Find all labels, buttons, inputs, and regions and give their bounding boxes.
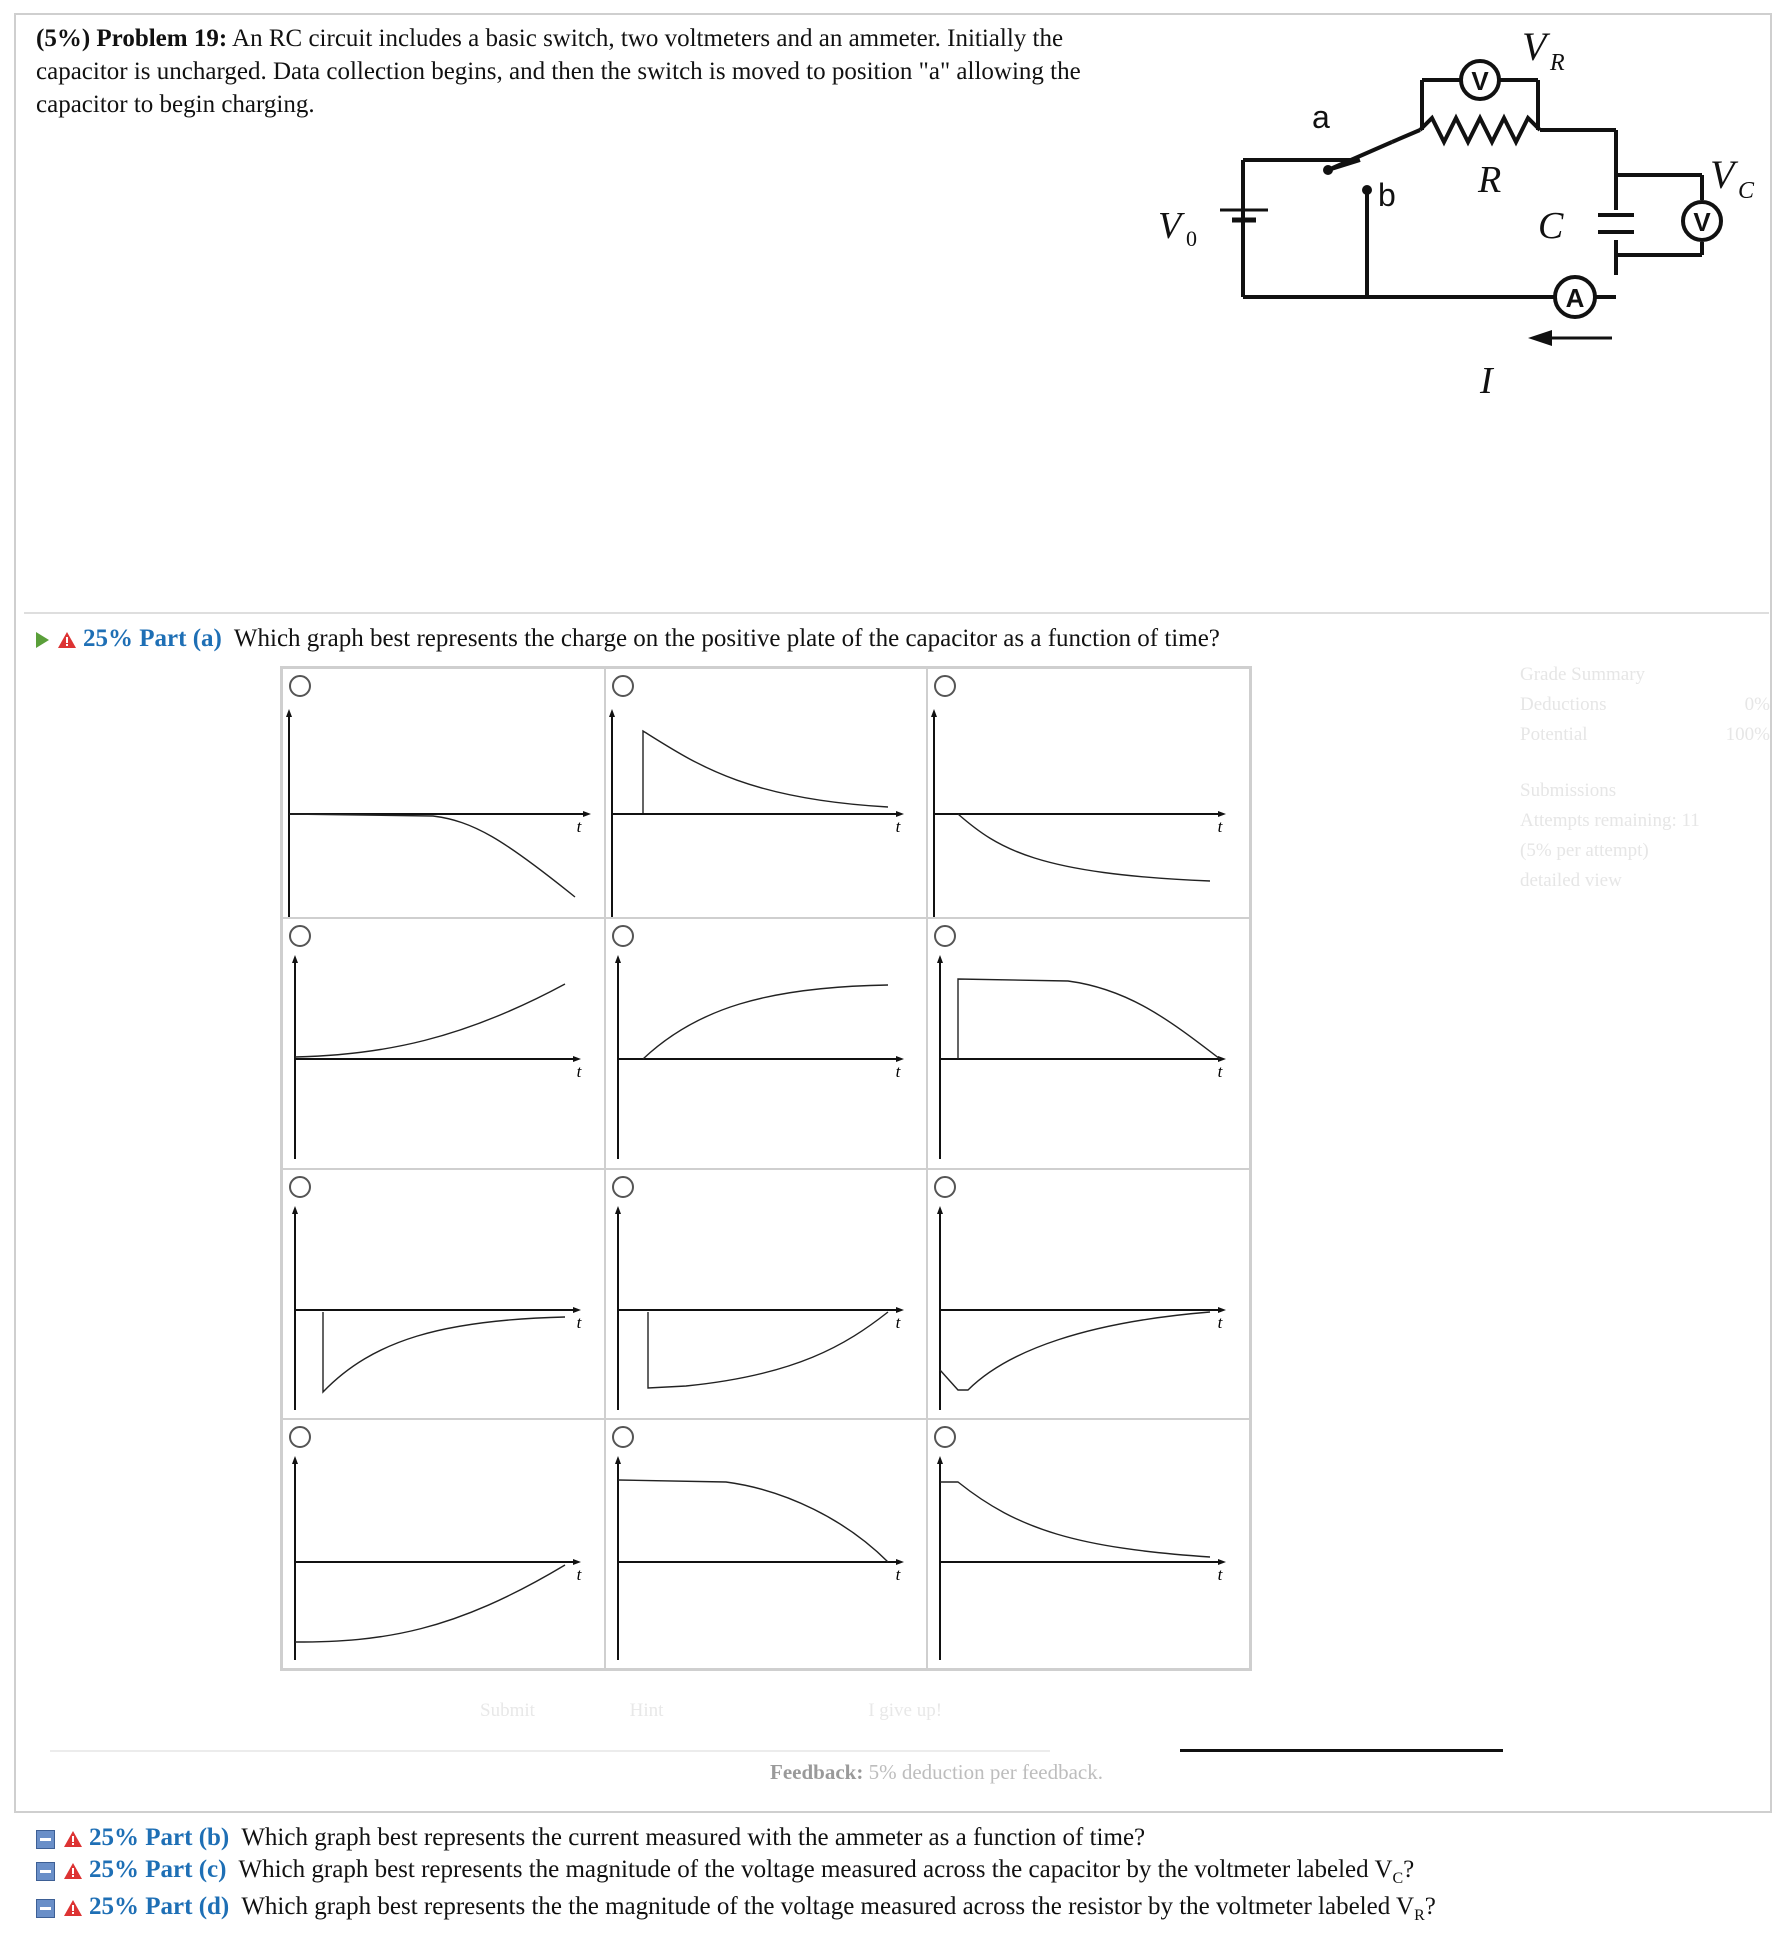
feedback-divider [1180,1749,1503,1752]
x-axis-label: t [895,1062,901,1082]
graph-curve [618,1480,888,1562]
collapsed-part-icon[interactable] [36,1830,55,1849]
feedback-label: Feedback: [770,1760,864,1784]
graph-curve [643,731,888,813]
warning-icon [63,1899,83,1917]
graph-plot [606,919,928,1169]
attempts-label: Attempts remaining: [1520,810,1677,831]
graph-curve [958,814,1210,881]
graph-plot [928,669,1250,919]
vc-meter-symbol: V [1693,207,1711,237]
capacitor-label: C [1538,205,1564,247]
problem-header: (5%) Problem 19: [36,25,228,52]
ammeter-symbol: A [1565,283,1585,313]
section-divider [24,612,1769,614]
x-axis-label: t [576,817,582,836]
part-a-header[interactable] [36,624,1220,654]
graph-plot [283,1420,605,1670]
graph-option-8[interactable] [605,1169,928,1419]
potential-value: 100% [1725,724,1770,745]
expand-triangle-icon[interactable] [36,632,49,648]
rc-circuit-diagram [1140,10,1780,410]
deductions-label: Deductions [1520,694,1607,715]
x-axis-label: t [576,1062,582,1082]
warning-icon [57,631,77,649]
current-label: I [1480,360,1493,402]
graph-curve [958,979,1220,1059]
faded-instructions [36,502,1136,532]
y-axis-arrow [609,709,615,717]
collapsed-part-icon[interactable] [36,1899,55,1918]
x-axis-label: t [576,1312,582,1332]
x-axis-label: t [895,1312,901,1332]
y-axis-arrow [937,1206,943,1214]
vr-label-sub: R [1550,50,1565,76]
graph-curve [940,1482,1210,1557]
y-axis-arrow [292,955,298,963]
problem-statement [36,22,1136,121]
x-axis-label: t [895,1564,901,1584]
graph-curve [295,984,565,1057]
switch-label-a: a [1312,99,1330,135]
y-axis-arrow [937,1456,943,1464]
graph-option-1[interactable] [282,668,605,918]
potential-label: Potential [1520,724,1588,745]
x-axis-label: t [576,1564,582,1584]
part-d-sub: R [1414,1907,1425,1924]
submissions-label: Submissions [1520,780,1617,801]
part-a-question: Which graph best represents the charge on the positive plate of the capacitor as a function of time? [233,625,1220,652]
graph-curve [648,1312,888,1388]
graph-curve [295,1565,565,1642]
warning-icon [63,1830,83,1848]
vc-label: V [1710,152,1735,197]
x-axis-label: t [1217,1062,1223,1082]
resistor-label: R [1478,159,1502,201]
x-axis-label: t [1217,817,1223,836]
problem-text: An RC circuit includes a basic switch, two voltmeters and an ammeter. Initially the capacitor is uncharged. Data collection begins, and then the switch is moved to position "a" allowing the capacitor to begin charging. [36,25,1081,118]
v0-label-sub: 0 [1186,226,1197,251]
graph-curve [289,814,575,897]
part-b-percent: 25% Part (b) [89,1824,230,1851]
y-axis-arrow [286,709,292,717]
part-d-percent: 25% Part (d) [89,1893,230,1920]
part-c-sub: C [1392,1870,1404,1887]
x-axis-label: t [895,817,901,836]
part-c-question: Which graph best represents the magnitude of the voltage measured across the capacitor by the voltmeter labeled V [238,1856,1393,1883]
graph-curve [643,985,888,1059]
y-axis-arrow [292,1456,298,1464]
graph-plot [606,1170,928,1420]
graph-option-10[interactable] [282,1419,605,1669]
part-d-row[interactable] [36,1892,1436,1931]
graph-plot [606,1420,928,1670]
graph-plot [283,669,605,919]
graph-options-grid [280,666,1252,1671]
toolbar-divider [50,1750,1050,1752]
graph-curve [940,1312,1210,1390]
per-attempt-note: (5% per attempt) [1520,840,1649,861]
graph-plot [606,669,928,919]
graph-option-3[interactable] [927,668,1250,918]
graph-plot [283,1170,605,1420]
grade-summary-title: Grade Summary [1520,664,1646,685]
graph-option-7[interactable] [282,1169,605,1419]
part-d-question: Which graph best represents the the magnitude of the voltage measured across the resistor by the voltmeter labeled V [241,1893,1415,1920]
y-axis-arrow [931,709,937,717]
y-axis-arrow [615,1206,621,1214]
feedback-text: 5% deduction per feedback. [868,1760,1103,1784]
graph-plot [928,919,1250,1169]
y-axis-arrow [937,955,943,963]
y-axis-arrow [615,955,621,963]
graph-plot [928,1420,1250,1670]
collapsed-part-icon[interactable] [36,1862,55,1881]
part-c-percent: 25% Part (c) [89,1856,227,1883]
graph-option-9[interactable] [927,1169,1250,1419]
graph-option-5[interactable] [605,918,928,1168]
graph-option-6[interactable] [927,918,1250,1168]
y-axis-arrow [292,1206,298,1214]
vr-meter-symbol: V [1471,66,1489,96]
graph-option-4[interactable] [282,918,605,1168]
vc-label-sub: C [1738,178,1755,204]
feedback-row [770,1760,1103,1785]
x-axis-arrow [583,811,591,817]
switch-label-b: b [1378,177,1396,213]
warning-icon [63,1862,83,1880]
submit-button[interactable]: Submit [480,1700,535,1721]
part-c-tail: ? [1403,1856,1415,1883]
part-b-row[interactable] [36,1823,1145,1853]
attempts-value: 11 [1681,810,1700,831]
x-axis-label: t [1217,1312,1223,1332]
graph-option-12[interactable] [927,1419,1250,1669]
hint-button[interactable]: Hint [629,1700,664,1721]
graph-curve [323,1312,565,1392]
x-axis-label: t [1217,1564,1223,1584]
give-up-button[interactable]: I give up! [868,1700,943,1721]
deductions-value: 0% [1744,694,1770,715]
y-axis-arrow [615,1456,621,1464]
v0-label: V [1158,205,1182,247]
part-d-tail: ? [1424,1893,1436,1920]
part-a-percent: 25% Part (a) [83,625,222,652]
graph-option-11[interactable] [605,1419,928,1669]
part-b-question: Which graph best represents the current measured with the ammeter as a function of time? [241,1824,1146,1851]
graph-plot [283,919,605,1169]
detailed-view-link[interactable]: detailed view [1520,870,1622,891]
action-toolbar [480,1700,942,1722]
graph-option-2[interactable] [605,668,928,918]
grade-summary-panel [1520,660,1770,896]
graph-plot [928,1170,1250,1420]
vr-label: V [1522,24,1547,69]
part-c-row[interactable] [36,1855,1414,1894]
